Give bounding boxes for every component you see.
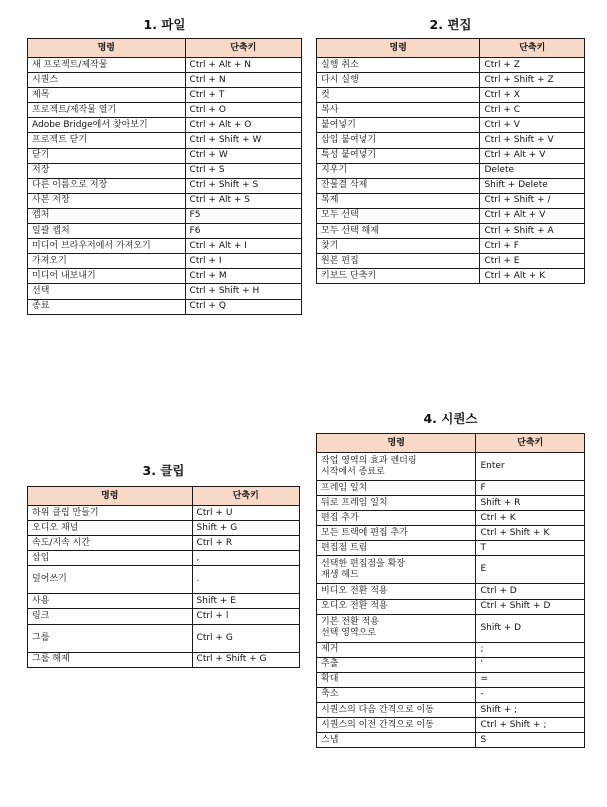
- command-cell: [317, 541, 476, 556]
- shortcut-cell: Ctrl + T: [185, 88, 301, 103]
- column-header-shortcut: 단축키: [480, 39, 585, 58]
- table-row: [317, 496, 585, 511]
- command-cell: [317, 269, 480, 284]
- shortcut-cell: Ctrl + Alt + S: [185, 193, 301, 208]
- table-row: [28, 299, 302, 314]
- command-text: 시퀀스의 이전 간격으로 이동: [321, 719, 434, 730]
- table-row: [28, 88, 302, 103]
- table-row: [28, 103, 302, 118]
- table-row: [317, 511, 585, 526]
- command-text: 새 프로젝트/제작물: [32, 59, 108, 70]
- command-text: 그룹: [32, 632, 50, 643]
- command-cell: [317, 148, 480, 163]
- shortcut-cell: Ctrl + Shift + H: [185, 284, 301, 299]
- shortcut-cell: Ctrl + Alt + V: [480, 148, 585, 163]
- command-text: 저장: [32, 165, 50, 176]
- shortcut-cell: Ctrl + Shift + W: [185, 133, 301, 148]
- shortcut-cell: Shift + ;: [476, 703, 585, 718]
- command-text: 오디오 전환 적용: [321, 601, 388, 612]
- shortcut-cell: Ctrl + Shift + A: [480, 224, 585, 239]
- command-text: 캡처: [32, 210, 50, 221]
- table-row: [317, 642, 585, 657]
- shortcut-cell: Shift + G: [192, 521, 299, 536]
- table-row: [317, 556, 585, 584]
- command-text: 일괄 캡처: [32, 225, 70, 236]
- command-text: 하위 클립 만들기: [32, 507, 99, 518]
- shortcut-cell: Ctrl + F: [480, 239, 585, 254]
- command-text: 모두 선택 해제: [321, 225, 379, 236]
- shortcut-cell: Ctrl + E: [480, 254, 585, 269]
- command-cell: [28, 521, 193, 536]
- command-text: 닫기: [32, 150, 50, 161]
- section-title: 3. 클립: [142, 463, 185, 478]
- command-cell: [317, 584, 476, 599]
- command-text-line2: 시작에서 종료로: [321, 466, 385, 477]
- table-row: [28, 594, 300, 609]
- command-text: 모든 트랙에 편집 추가: [321, 527, 408, 538]
- table-row: [28, 224, 302, 239]
- shortcut-table: [27, 38, 302, 315]
- command-cell: [28, 88, 186, 103]
- command-text: 확대: [321, 674, 339, 685]
- command-text: 프레임 일치: [321, 482, 368, 493]
- shortcut-cell: Ctrl + Alt + O: [185, 118, 301, 133]
- command-cell: [317, 453, 476, 481]
- table-row: [28, 269, 302, 284]
- command-cell: [28, 506, 193, 521]
- command-text: 제목: [32, 89, 50, 100]
- command-text: 작업 영역의 효과 렌더링: [321, 455, 417, 466]
- shortcut-cell: Ctrl + Shift + D: [476, 599, 585, 614]
- table-row: [317, 254, 585, 269]
- command-cell: [28, 566, 193, 594]
- shortcut-cell: Ctrl + Z: [480, 58, 585, 73]
- command-cell: [317, 718, 476, 733]
- command-cell: [28, 239, 186, 254]
- command-text: 다른 이름으로 저장: [32, 180, 108, 191]
- shortcut-cell: F: [476, 481, 585, 496]
- shortcut-cell: Ctrl + Shift + V: [480, 133, 585, 148]
- shortcut-cell: Ctrl + I: [185, 254, 301, 269]
- command-cell: [317, 481, 476, 496]
- command-cell: [317, 526, 476, 541]
- table-row: [317, 718, 585, 733]
- table-row: [317, 133, 585, 148]
- command-text: 시퀀스: [32, 74, 59, 85]
- command-text: 비디오 전환 적용: [321, 586, 388, 597]
- table-row: [28, 652, 300, 667]
- column-header-command: 명령: [28, 39, 186, 58]
- command-cell: [317, 133, 480, 148]
- command-cell: [28, 118, 186, 133]
- command-cell: [28, 163, 186, 178]
- command-cell: [317, 642, 476, 657]
- section-file: [27, 18, 302, 315]
- shortcut-table: [316, 433, 585, 748]
- table-row: [317, 148, 585, 163]
- command-text: 미디어 내보내기: [32, 270, 96, 281]
- command-cell: [317, 703, 476, 718]
- table-row: [28, 566, 300, 594]
- shortcut-cell: Ctrl + X: [480, 88, 585, 103]
- shortcut-cell: Ctrl + U: [192, 506, 299, 521]
- command-cell: [317, 118, 480, 133]
- command-text: 모두 선택: [321, 210, 359, 221]
- command-text: 선택: [32, 285, 50, 296]
- column-header-command: 명령: [28, 487, 193, 506]
- table-row: [317, 703, 585, 718]
- command-cell: [28, 269, 186, 284]
- command-cell: [28, 284, 186, 299]
- command-text: 붙여넣기: [321, 119, 356, 130]
- command-cell: [317, 511, 476, 526]
- shortcut-cell: Ctrl + Shift + /: [480, 193, 585, 208]
- shortcut-cell: Enter: [476, 453, 585, 481]
- table-row: [28, 239, 302, 254]
- command-cell: [317, 239, 480, 254]
- command-cell: [317, 88, 480, 103]
- command-text: 편집점 트림: [321, 542, 368, 553]
- shortcut-cell: Shift + Delete: [480, 178, 585, 193]
- column-header-shortcut: 단축키: [476, 434, 585, 453]
- shortcut-cell: Shift + E: [192, 594, 299, 609]
- command-text: 편집 추가: [321, 512, 359, 523]
- shortcut-cell: Ctrl + Shift + G: [192, 652, 299, 667]
- section-title: 1. 파일: [143, 17, 186, 32]
- shortcut-cell: Ctrl + Shift + Z: [480, 73, 585, 88]
- command-text: 지우기: [321, 165, 348, 176]
- table-row: [317, 672, 585, 687]
- column-header-command: 명령: [317, 39, 480, 58]
- command-cell: [28, 208, 186, 223]
- shortcut-cell: Ctrl + O: [185, 103, 301, 118]
- command-text: 속도/지속 시간: [32, 537, 91, 548]
- shortcut-cell: Ctrl + R: [192, 536, 299, 551]
- command-text: 원본 편집: [321, 255, 359, 266]
- command-cell: [317, 193, 480, 208]
- command-text: 찾기: [321, 240, 339, 251]
- table-row: [28, 148, 302, 163]
- command-text: 복제: [321, 195, 339, 206]
- shortcut-cell: =: [476, 672, 585, 687]
- command-cell: [317, 496, 476, 511]
- command-cell: [317, 224, 480, 239]
- command-cell: [317, 254, 480, 269]
- command-text: Adobe Bridge에서 찾아보기: [32, 119, 148, 130]
- table-row: [317, 481, 585, 496]
- table-row: [317, 239, 585, 254]
- shortcut-cell: Ctrl + Alt + K: [480, 269, 585, 284]
- table-row: [28, 193, 302, 208]
- shortcut-cell: Ctrl + Shift + K: [476, 526, 585, 541]
- shortcut-cell: F5: [185, 208, 301, 223]
- shortcut-cell: F6: [185, 224, 301, 239]
- command-cell: [28, 73, 186, 88]
- table-row: [28, 254, 302, 269]
- command-text: 뒤로 프레임 일치: [321, 497, 388, 508]
- shortcut-cell: Delete: [480, 163, 585, 178]
- command-cell: [317, 556, 476, 584]
- table-row: [317, 224, 585, 239]
- command-cell: [28, 609, 193, 624]
- table-row: [28, 208, 302, 223]
- table-row: [317, 178, 585, 193]
- command-cell: [317, 163, 480, 178]
- shortcut-cell: Shift + R: [476, 496, 585, 511]
- command-cell: [28, 178, 186, 193]
- command-cell: [317, 58, 480, 73]
- command-text: 복사: [321, 104, 339, 115]
- command-text: 다시 실행: [321, 74, 359, 85]
- shortcut-cell: S: [476, 733, 585, 748]
- section-title: 2. 편집: [429, 17, 472, 32]
- column-header-command: 명령: [317, 434, 476, 453]
- command-cell: [317, 103, 480, 118]
- command-cell: [28, 299, 186, 314]
- command-text: 사본 저장: [32, 195, 70, 206]
- table-row: [317, 73, 585, 88]
- table-row: [317, 88, 585, 103]
- command-text: 오디오 채널: [32, 522, 79, 533]
- table-row: [28, 506, 300, 521]
- command-text: 기본 전환 적용: [321, 617, 379, 628]
- shortcut-cell: ;: [476, 642, 585, 657]
- command-text: 가져오기: [32, 255, 67, 266]
- table-row: [28, 133, 302, 148]
- table-row: [317, 193, 585, 208]
- shortcut-cell: Ctrl + S: [185, 163, 301, 178]
- command-cell: [28, 551, 193, 566]
- shortcut-cell: Ctrl + Alt + V: [480, 208, 585, 223]
- table-row: [317, 687, 585, 702]
- command-cell: [28, 148, 186, 163]
- command-text: 스냅: [321, 734, 339, 745]
- command-cell: [28, 58, 186, 73]
- table-row: [317, 103, 585, 118]
- table-row: [317, 657, 585, 672]
- command-text: 종료: [32, 301, 50, 312]
- column-header-shortcut: 단축키: [192, 487, 299, 506]
- command-text: 제거: [321, 644, 339, 655]
- command-cell: [28, 224, 186, 239]
- table-row: [28, 284, 302, 299]
- table-row: [28, 521, 300, 536]
- shortcut-table: [316, 38, 585, 284]
- shortcut-table: [27, 486, 300, 668]
- table-row: [317, 163, 585, 178]
- command-text: 링크: [32, 611, 50, 622]
- section-clip: [27, 464, 300, 668]
- command-cell: [317, 73, 480, 88]
- command-text: 시퀀스의 다음 간격으로 이동: [321, 704, 434, 715]
- command-cell: [317, 733, 476, 748]
- table-row: [317, 541, 585, 556]
- table-row: [317, 269, 585, 284]
- table-row: [317, 526, 585, 541]
- shortcut-cell: -: [476, 687, 585, 702]
- shortcut-cell: Ctrl + Alt + I: [185, 239, 301, 254]
- shortcut-cell: Ctrl + K: [476, 511, 585, 526]
- command-cell: [28, 193, 186, 208]
- command-text: 축소: [321, 689, 339, 700]
- command-cell: [28, 624, 193, 652]
- shortcut-cell: T: [476, 541, 585, 556]
- command-cell: [317, 599, 476, 614]
- table-row: [28, 73, 302, 88]
- command-cell: [28, 652, 193, 667]
- command-text: 덮어쓰기: [32, 574, 67, 585]
- shortcut-cell: Ctrl + l: [192, 609, 299, 624]
- table-row: [28, 536, 300, 551]
- command-text: 실행 취소: [321, 59, 359, 70]
- command-text: 잔물결 삭제: [321, 180, 368, 191]
- command-cell: [317, 178, 480, 193]
- command-cell: [28, 254, 186, 269]
- command-text: 추출: [321, 659, 339, 670]
- shortcut-cell: Ctrl + V: [480, 118, 585, 133]
- shortcut-cell: Ctrl + Q: [185, 299, 301, 314]
- shortcut-cell: Ctrl + D: [476, 584, 585, 599]
- command-text: 키보드 단축키: [321, 270, 377, 281]
- command-cell: [317, 687, 476, 702]
- command-text: 프로젝트 닫기: [32, 135, 88, 146]
- shortcut-cell: Ctrl + Shift + S: [185, 178, 301, 193]
- command-cell: [28, 103, 186, 118]
- command-text: 그룹 해제: [32, 654, 70, 665]
- section-title: 4. 시퀀스: [423, 411, 478, 426]
- command-cell: [28, 594, 193, 609]
- shortcut-cell: Ctrl + N: [185, 73, 301, 88]
- table-row: [28, 609, 300, 624]
- command-cell: [317, 672, 476, 687]
- command-text: 특성 붙여넣기: [321, 150, 377, 161]
- table-row: [317, 599, 585, 614]
- table-row: [317, 118, 585, 133]
- shortcut-cell: Ctrl + G: [192, 624, 299, 652]
- command-text: 미디어 브라우저에서 가져오기: [32, 240, 151, 251]
- command-text: 삽입: [32, 552, 50, 563]
- command-cell: [28, 536, 193, 551]
- command-text: 컷: [321, 89, 330, 100]
- shortcut-cell: ,: [192, 551, 299, 566]
- command-text-line2: 선택 영역으로: [321, 628, 377, 639]
- shortcut-cell: ': [476, 657, 585, 672]
- command-cell: [317, 208, 480, 223]
- command-cell: [28, 133, 186, 148]
- command-text: 선택한 편집점을 확장: [321, 558, 405, 569]
- table-row: [28, 551, 300, 566]
- shortcut-cell: Ctrl + Alt + N: [185, 58, 301, 73]
- table-row: [28, 624, 300, 652]
- shortcut-cell: Ctrl + C: [480, 103, 585, 118]
- shortcut-cell: E: [476, 556, 585, 584]
- shortcut-cell: .: [192, 566, 299, 594]
- section-edit: [316, 18, 585, 284]
- command-text: 사용: [32, 595, 50, 606]
- shortcut-cell: Ctrl + M: [185, 269, 301, 284]
- column-header-shortcut: 단축키: [185, 39, 301, 58]
- table-row: [28, 163, 302, 178]
- command-cell: [317, 657, 476, 672]
- table-row: [317, 614, 585, 642]
- table-row: [28, 118, 302, 133]
- table-row: [28, 178, 302, 193]
- shortcut-cell: Ctrl + W: [185, 148, 301, 163]
- table-row: [317, 58, 585, 73]
- shortcut-cell: Shift + D: [476, 614, 585, 642]
- command-cell: [317, 614, 476, 642]
- section-sequence: [316, 412, 585, 748]
- table-row: [317, 733, 585, 748]
- table-row: [28, 58, 302, 73]
- table-row: [317, 208, 585, 223]
- table-row: [317, 584, 585, 599]
- shortcut-cell: Ctrl + Shift + ;: [476, 718, 585, 733]
- command-text: 프로젝트/제작물 열기: [32, 104, 117, 115]
- command-text: 삽입 붙여넣기: [321, 135, 377, 146]
- table-row: [317, 453, 585, 481]
- command-text-line2: 재생 헤드: [321, 569, 359, 580]
